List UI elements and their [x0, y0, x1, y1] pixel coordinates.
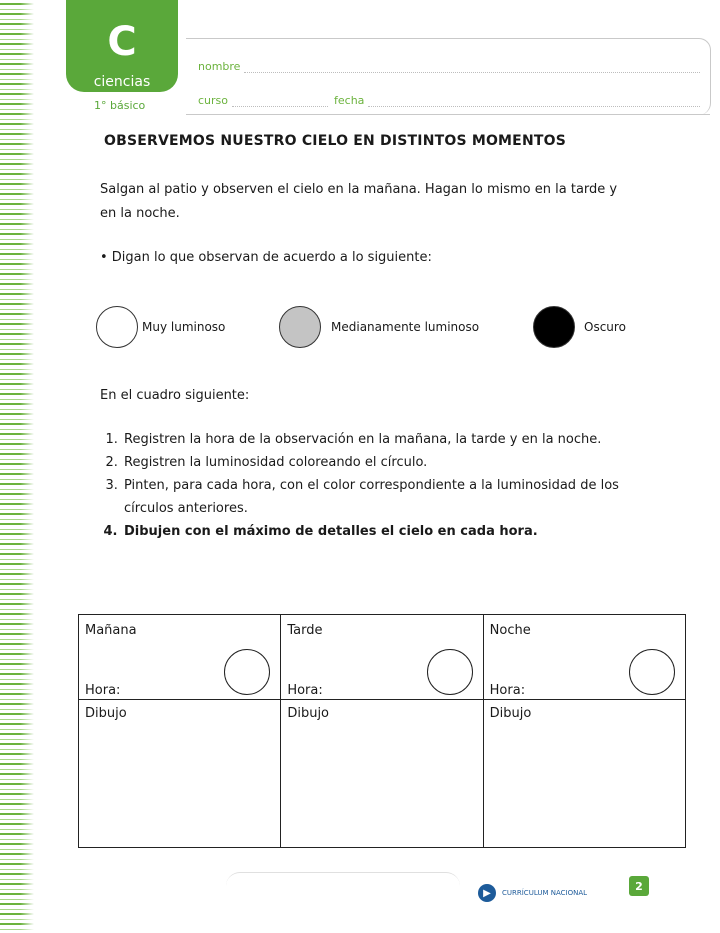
subject-name: ciencias [93, 74, 151, 90]
drawing-label: Dibujo [85, 706, 127, 721]
legend-label-medium-bright: Medianamente luminoso [331, 320, 480, 334]
instruction-step: 4. Dibujen con el máximo de detalles el cielo en cada hora. [122, 520, 662, 543]
intro-text: Salgan al patio y observen el cielo en la mañana. Hagan lo mismo en la tarde y en la noche. [100, 182, 618, 221]
instruction-list [100, 428, 662, 543]
morning-cell[interactable] [79, 615, 281, 700]
night-label: Noche [489, 623, 531, 638]
luminosity-circle-icon[interactable] [629, 649, 675, 695]
course-field[interactable] [232, 106, 328, 107]
play-icon: ▶ [478, 884, 496, 902]
afternoon-label: Tarde [287, 623, 323, 638]
afternoon-cell[interactable] [281, 615, 483, 700]
drawing-cell[interactable] [483, 700, 685, 848]
drawing-label: Dibujo [287, 706, 330, 721]
legend-label-very-bright: Muy luminoso [142, 320, 226, 334]
hora-label: Hora: [489, 683, 526, 698]
legend-label-dark: Oscuro [584, 320, 626, 334]
grade-label: 1° básico [94, 99, 146, 112]
name-label: nombre [198, 60, 241, 73]
brand-text: CURRÍCULUM NACIONAL [502, 889, 588, 897]
drawing-cell[interactable] [79, 700, 281, 848]
date-label: fecha [334, 94, 365, 107]
date-field[interactable] [368, 106, 700, 107]
morning-label: Mañana [85, 623, 137, 638]
instruction-step: 2. Registren la luminosidad coloreando el círculo. [122, 451, 662, 474]
hora-label: Hora: [287, 683, 323, 698]
page-title: OBSERVEMOS NUESTRO CIELO EN DISTINTOS MOMENTOS [104, 133, 566, 149]
very-bright-circle-icon [96, 306, 138, 348]
student-info-box [186, 38, 711, 115]
subject-badge [66, 0, 178, 92]
night-cell[interactable] [483, 615, 685, 700]
medium-bright-circle-icon [279, 306, 321, 348]
footer-decoration [226, 872, 460, 919]
page-number: 2 [629, 876, 649, 896]
observation-table [78, 614, 686, 848]
course-label: curso [198, 94, 229, 107]
decorative-left-strip [0, 0, 34, 933]
luminosity-circle-icon[interactable] [427, 649, 473, 695]
bullet-text: • Digan lo que observan de acuerdo a lo siguiente: [100, 250, 432, 265]
dark-circle-icon [533, 306, 575, 348]
drawing-label: Dibujo [489, 706, 532, 721]
hora-label: Hora: [85, 683, 121, 698]
name-field[interactable] [244, 72, 700, 73]
instruction-step: 1. Registren la hora de la observación en la mañana, la tarde y en la noche. [122, 428, 662, 451]
luminosity-circle-icon[interactable] [224, 649, 270, 695]
drawing-cell[interactable] [281, 700, 483, 848]
brand-logo [478, 880, 598, 906]
table-intro-text: En el cuadro siguiente: [100, 388, 250, 403]
subject-letter: C [107, 19, 137, 65]
instruction-step: 3. Pinten, para cada hora, con el color correspondiente a la luminosidad de los círculos anteriores. [122, 474, 662, 520]
